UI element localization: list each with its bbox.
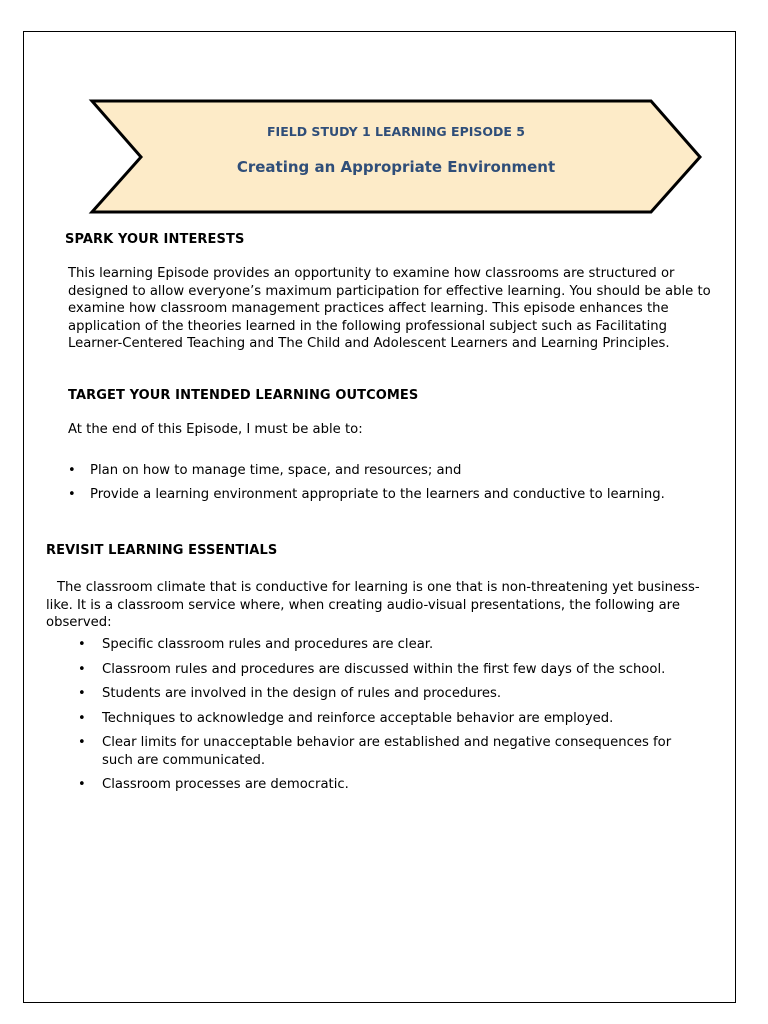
list-item: • Students are involved in the design of rules and procedures.: [78, 686, 502, 702]
bullet-icon: •: [68, 463, 76, 478]
list-item: • Plan on how to manage time, space, and resources; and: [68, 463, 462, 478]
bullet-icon: •: [68, 487, 76, 503]
essentials-list: [78, 636, 703, 801]
bullet-icon: •: [78, 661, 86, 677]
episode-title: FIELD STUDY 1 LEARNING EPISODE 5: [267, 124, 525, 139]
list-item: • Clear limits for unacceptable behavior are established and negative consequences for such are communicated.: [78, 735, 672, 768]
target-heading: TARGET YOUR INTENDED LEARNING OUTCOMES: [68, 388, 419, 403]
spark-heading: SPARK YOUR INTERESTS: [65, 232, 245, 247]
bullet-icon: •: [78, 735, 86, 751]
revisit-heading: REVISIT LEARNING ESSENTIALS: [46, 543, 278, 558]
bullet-icon: •: [78, 777, 86, 793]
spark-paragraph: This learning Episode provides an opportunity to examine how classrooms are structured or designed to allow everyone’s maximum participation for effective learning. You should be able to examine how classroom management practices affect learning. This episode enhances the application of the theories learned in the following professional subject such as Facilitating Learner-Centered Teaching and The Child and Adolescent Learners and Learning Principles.: [68, 266, 711, 352]
episode-banner: [88, 99, 704, 215]
list-item: • Classroom processes are democratic.: [78, 777, 349, 793]
outcomes-list: [68, 462, 728, 511]
revisit-paragraph: The classroom climate that is conductive for learning is one that is non-threatening yet business-like. It is a classroom service where, when creating audio-visual presentations, the following are observed:: [46, 580, 700, 631]
list-item: • Provide a learning environment appropriate to the learners and conductive to learning.: [68, 487, 665, 503]
bullet-icon: •: [78, 686, 86, 702]
list-item: • Specific classroom rules and procedures are clear.: [78, 637, 434, 652]
bullet-icon: •: [78, 637, 86, 652]
list-item: • Classroom rules and procedures are discussed within the first few days of the school.: [78, 661, 666, 677]
list-item: • Techniques to acknowledge and reinforce acceptable behavior are employed.: [78, 710, 614, 726]
target-intro: At the end of this Episode, I must be able to:: [68, 422, 363, 437]
chevron-banner-shape: [88, 99, 704, 215]
bullet-icon: •: [78, 710, 86, 726]
episode-subtitle: Creating an Appropriate Environment: [236, 158, 556, 176]
